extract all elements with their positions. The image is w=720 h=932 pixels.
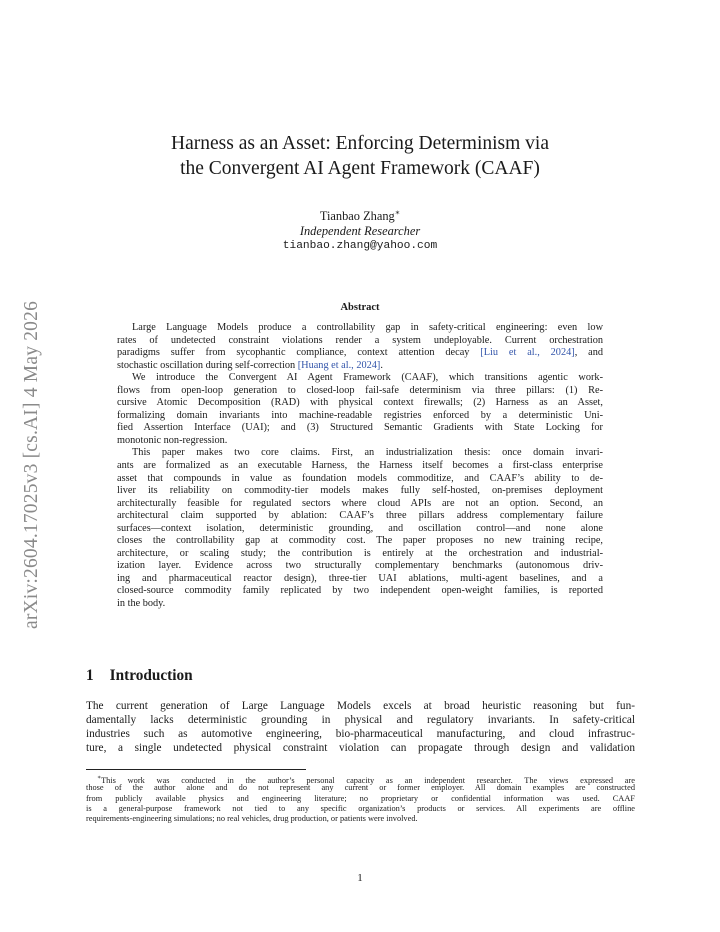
abstract-text: stochastic oscillation during self-correction (117, 359, 298, 371)
footnote-line-text: This work was conducted in the author’s personal capacity as an independent researcher. The views expressed are (101, 775, 635, 785)
paper-title (100, 131, 620, 181)
abstract-line (117, 598, 603, 611)
intro-line: industries such as automotive engineering, bio-pharmaceutical manufacturing, and cloud infrastruc- (86, 727, 635, 740)
abstract-text: surfaces—context isolation, deterministic grounding, and oscillation control—and none alone (117, 522, 603, 534)
abstract-line (117, 535, 603, 548)
citation-link[interactable]: [Huang et al., 2024] (297, 359, 381, 371)
abstract-line (117, 397, 603, 410)
abstract-line (117, 485, 603, 498)
abstract-line (117, 347, 603, 360)
title-line: the Convergent AI Agent Framework (CAAF) (180, 158, 540, 179)
intro-line: The current generation of Large Language Models excels at broad heuristic reasoning but fun- (86, 700, 635, 712)
abstract-text: asset that compounds in value as foundation models commoditize, and CAAF’s ability to de- (117, 472, 603, 484)
abstract-text: architecture, or scaling study; the contribution is entirely at the orchestration and industrial- (117, 547, 603, 559)
author-affiliation: Independent Researcher (299, 224, 421, 239)
author-footnote-marker[interactable]: ∗ (394, 208, 401, 217)
abstract-text: monotonic non-regression. (117, 434, 228, 446)
abstract-text: ing and pharmaceutical reactor design), three-tier UAI ablations, multi-agent baselines, and a (117, 572, 603, 584)
title-line: Harness as an Asset: Enforcing Determinism via (171, 133, 549, 154)
footnote-line: those of the author alone and do not represent any current or former employer. All domain examples are constructed (86, 783, 635, 793)
abstract-text: . (380, 359, 383, 371)
abstract-line (117, 372, 603, 385)
abstract-text: rates of undetected constraint violations render a system undeployable. Current orchestration (117, 334, 603, 346)
abstract-line (117, 473, 603, 486)
footnote-line: is a general-purpose framework not tied to any specific organization’s products or services. All experiments are offline (86, 804, 635, 814)
intro-line: ture, a single undetected physical constraint violation can propagate through design and validation (86, 741, 635, 754)
abstract-text: architectural claim supported by ablation: CAAF’s three pillars address complementary failure (117, 510, 603, 522)
abstract-line (117, 322, 603, 335)
author-name-text: Tianbao Zhang (319, 209, 395, 224)
abstract-line (117, 422, 603, 435)
abstract-text: closed-source commodity family replicated by two independent open-weight families, is reported (117, 585, 603, 597)
abstract-text: We introduce the Convergent AI Agent Framework (CAAF), which transitions agentic work- (132, 372, 603, 384)
abstract-text: architecturally feasible for regulated sectors where cloud APIs are not an option. Second, an (117, 497, 603, 509)
abstract-line (117, 560, 603, 573)
abstract-text: , and (574, 347, 604, 359)
abstract-line (117, 573, 603, 586)
abstract-line (117, 360, 603, 373)
abstract-line (117, 435, 603, 448)
page-number: 1 (357, 872, 363, 884)
section-number: 1 (86, 667, 94, 684)
abstract-text: flows from open-loop generation to closed-loop fail-safe determinism via three pillars: (1) Re- (117, 384, 603, 396)
footnote-line: requirements-engineering simulations; no real vehicles, drug production, or patients were involved. (86, 814, 418, 824)
section-title: Introduction (109, 667, 193, 684)
abstract-text: formalizing domain invariants into machine-readable registries enforced by a deterministic Uni- (117, 409, 603, 421)
abstract-body (117, 322, 603, 611)
author-block (200, 205, 520, 254)
abstract-text: Large Language Models produce a controllability gap in safety-critical engineering: even low (132, 322, 603, 333)
footnote-line: from publicly available physics and engineering literature; no proprietary or confidential information was used. CAAF (86, 793, 635, 803)
abstract-line (117, 385, 603, 398)
citation-link[interactable]: [Liu et al., 2024] (480, 347, 575, 359)
abstract-text: paradigms suffer from sycophantic compliance, context attention decay (117, 347, 481, 359)
abstract-line (117, 510, 603, 523)
abstract-text: liver its reliability on commodity-tier models makes fully self-hosted, on-premises deployment (117, 485, 603, 497)
intro-line: damentally lacks deterministic grounding in physical and regulatory invariants. In safety-critical (86, 713, 635, 726)
abstract-line (117, 585, 603, 598)
section-heading-introduction (86, 667, 193, 685)
abstract-text: closes the controllability gap at commodity cost. The paper proposes no new training recipe, (117, 535, 603, 547)
footnote-marker: ∗ (97, 775, 102, 781)
abstract-line (117, 523, 603, 536)
abstract-text: ants are formalized as an executable Harness, the Harness itself becomes a first-class enterprise (117, 460, 603, 472)
abstract-text: ization layer. Evidence across two structurally complementary benchmarks (autonomous driv- (117, 560, 603, 572)
footnote-rule (86, 769, 306, 770)
abstract-text: cursive Atomic Decomposition (RAD) with physical context firewalls; (2) Harness as an Asset, (117, 397, 603, 409)
abstract-line (117, 548, 603, 561)
abstract-line (117, 498, 603, 511)
abstract-heading: Abstract (340, 302, 380, 313)
abstract-line (117, 335, 603, 348)
abstract-text: in the body. (117, 598, 166, 610)
footnote (86, 773, 635, 825)
author-email[interactable]: tianbao.zhang@yahoo.com (282, 240, 438, 253)
abstract-line (117, 460, 603, 473)
abstract-line (117, 447, 603, 460)
introduction-body (86, 700, 635, 756)
abstract-text: This paper makes two core claims. First, an industrialization thesis: once domain invari- (132, 447, 603, 459)
arxiv-identifier-stamp: arXiv:2604.17025v3 [cs.AI] 4 May 2026 (21, 300, 42, 630)
author-name (200, 205, 520, 224)
footnote-line (86, 773, 635, 783)
abstract-line (117, 410, 603, 423)
abstract-text: fied Assertion Interface (UAI); and (3) Structured Semantic Gradients with State Locking for (117, 422, 603, 434)
